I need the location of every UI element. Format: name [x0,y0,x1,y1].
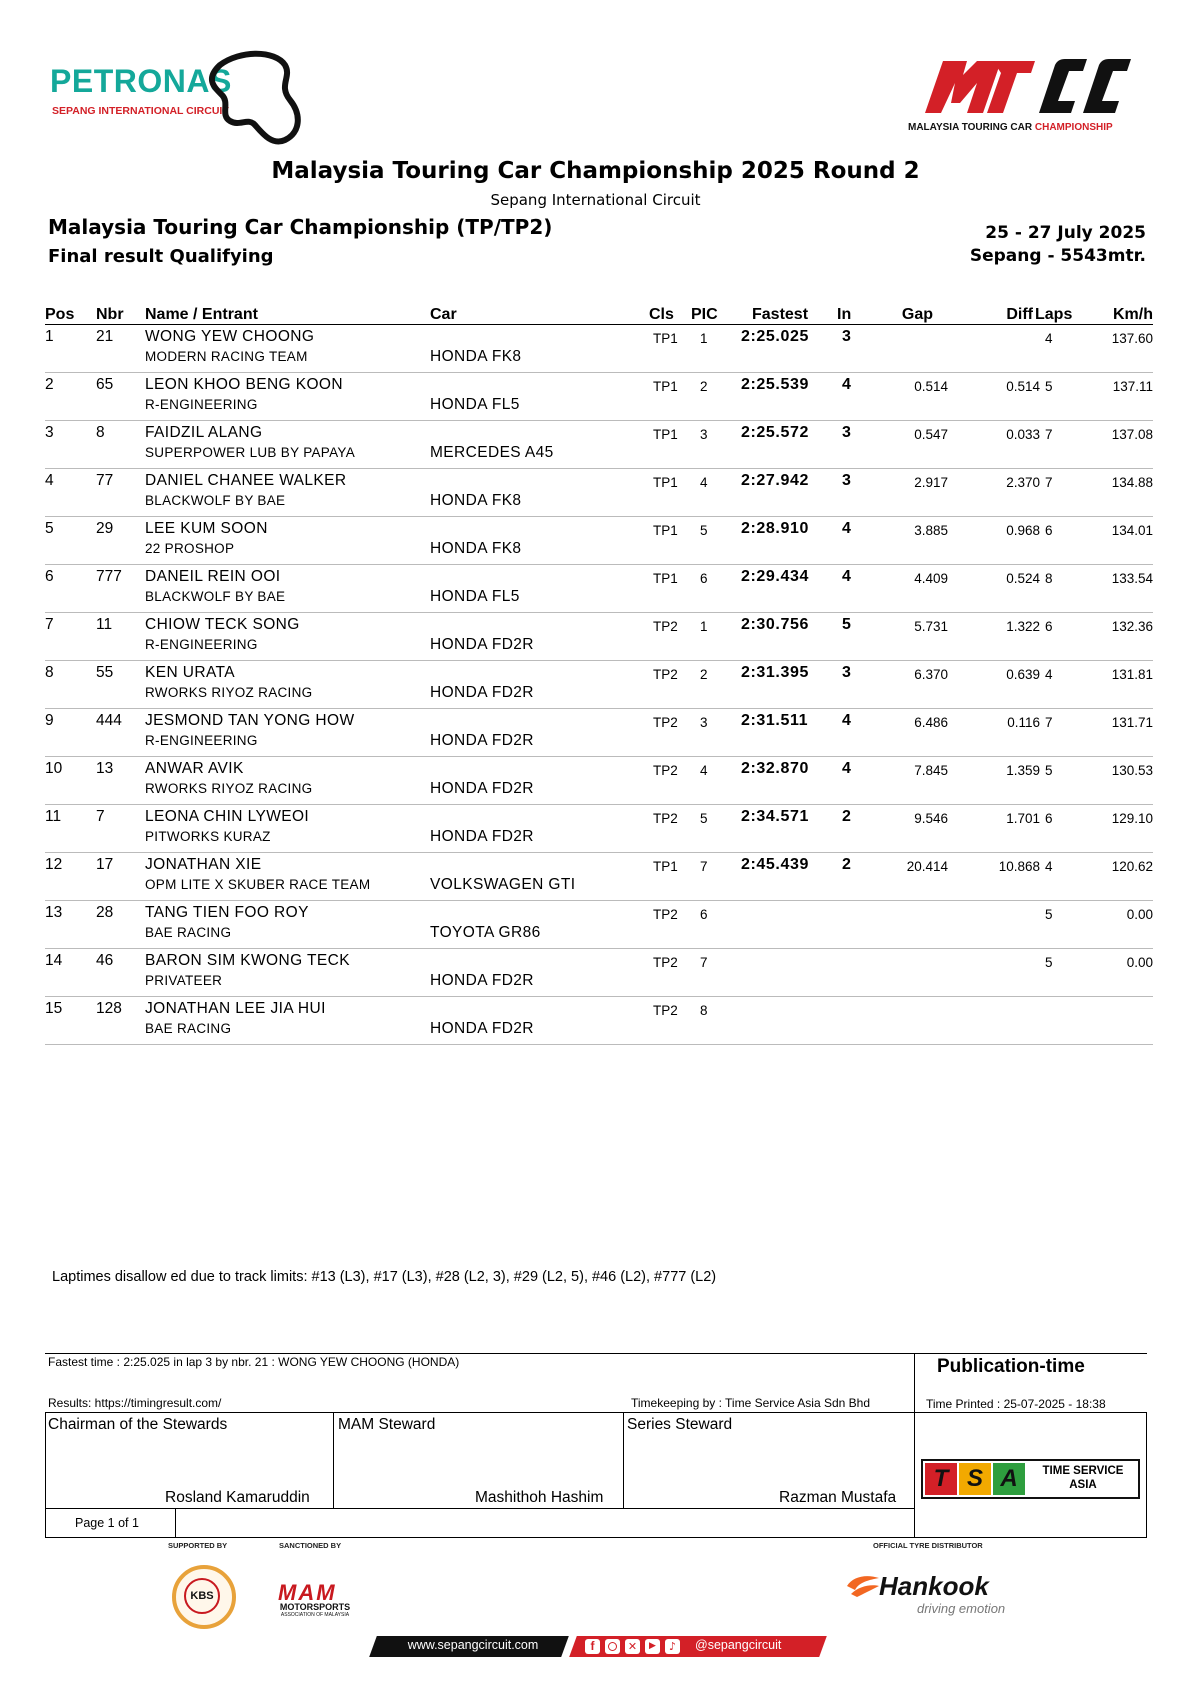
cell-fastest: 2:31.511 [741,712,809,729]
hankook-swirl-icon [845,1574,881,1598]
cell-diff: 1.359 [1006,763,1040,778]
cell-class: TP1 [653,523,678,538]
hankook-logo [845,1571,1035,1615]
cell-gap: 0.514 [914,379,948,394]
cell-pic: 5 [700,523,708,538]
petronas-sepang-logo [50,45,305,155]
cell-gap: 4.409 [914,571,948,586]
steward-divider-1 [333,1412,334,1509]
cell-class: TP2 [653,811,678,826]
cell-fastest: 2:30.756 [741,616,809,633]
cell-nbr: 128 [96,1000,122,1017]
cell-pos: 13 [45,904,63,921]
cell-gap: 7.845 [914,763,948,778]
table-body [45,325,1153,1045]
cell-driver-name: JESMOND TAN YONG HOW [145,712,355,729]
cell-pos: 15 [45,1000,63,1017]
cell-gap: 0.547 [914,427,948,442]
mtcc-logo-mark [905,55,1135,117]
mam-logo-sub-a: MOTORSPORTS [279,1602,351,1612]
cell-pos: 7 [45,616,54,633]
table-row [45,373,1153,421]
cell-driver-name: LEE KUM SOON [145,520,268,537]
mam-steward-name: Mashithoh Hashim [475,1489,604,1506]
cell-laps: 6 [1045,523,1053,538]
cell-car: HONDA FK8 [430,492,522,509]
cell-nbr: 46 [96,952,114,969]
cell-pos: 11 [45,808,62,825]
cell-entrant: MODERN RACING TEAM [145,349,308,364]
cell-laps: 7 [1045,475,1053,490]
cell-pos: 5 [45,520,54,537]
col-car: Car [430,306,457,323]
x-icon[interactable]: ✕ [625,1639,640,1654]
cell-car: HONDA FD2R [430,636,534,653]
tyre-distributor-label: OFFICIAL TYRE DISTRIBUTOR [873,1541,983,1550]
cell-pos: 4 [45,472,54,489]
cell-laps: 7 [1045,715,1053,730]
cell-in-lap: 5 [842,616,851,633]
cell-nbr: 55 [96,664,114,681]
cell-laps: 7 [1045,427,1053,442]
cell-pos: 3 [45,424,54,441]
cell-pic: 8 [700,1003,708,1018]
cell-entrant: PITWORKS KURAZ [145,829,271,844]
cell-nbr: 11 [96,616,113,633]
cell-kmh: 134.01 [1111,523,1153,538]
tsa-text-a: TIME SERVICE [1042,1465,1124,1477]
mam-logo-word: MAM [278,1580,337,1605]
cell-kmh: 131.71 [1111,715,1153,730]
cell-entrant: BAE RACING [145,1021,232,1036]
cell-car: HONDA FD2R [430,972,534,989]
mtcc-logo [905,55,1135,140]
series-steward-name: Razman Mustafa [779,1489,897,1506]
col-kmh: Km/h [1113,306,1153,323]
cell-car: MERCEDES A45 [430,444,554,461]
cell-pic: 3 [700,427,708,442]
col-in: In [837,306,852,323]
cell-pic: 5 [700,811,708,826]
tsa-letter-a: A [993,1463,1025,1495]
cell-car: HONDA FK8 [430,348,522,365]
cell-class: TP1 [653,427,678,442]
cell-kmh: 134.88 [1111,475,1153,490]
table-row [45,901,1153,949]
cell-gap: 6.486 [914,715,948,730]
results-url[interactable]: Results: https://timingresult.com/ [48,1396,222,1410]
cell-pic: 7 [700,859,708,874]
table-row [45,709,1153,757]
cell-fastest: 2:32.870 [741,760,809,777]
cell-entrant: R-ENGINEERING [145,397,258,412]
cell-pic: 4 [700,763,708,778]
cell-driver-name: FAIDZIL ALANG [145,424,263,441]
cell-diff: 0.033 [1006,427,1040,442]
cell-fastest: 2:31.395 [741,664,809,681]
cell-fastest: 2:25.025 [741,328,809,345]
hankook-word: Hankook [879,1571,989,1601]
hankook-tagline: driving emotion [917,1601,1006,1616]
cell-in-lap: 3 [842,472,851,489]
cell-pic: 3 [700,715,708,730]
cell-driver-name: ANWAR AVIK [145,760,244,777]
cell-kmh: 133.54 [1111,571,1153,586]
cell-nbr: 777 [96,568,122,585]
cell-entrant: BLACKWOLF BY BAE [145,493,286,508]
event-track: Sepang - 5543mtr. [969,246,1146,266]
cell-pos: 9 [45,712,54,729]
cell-entrant: BAE RACING [145,925,232,940]
mam-logo-sub-b: ASSOCIATION OF MALAYSIA [280,1612,350,1618]
cell-fastest: 2:25.539 [741,376,809,393]
track-limits-note: Laptimes disallow ed due to track limits: #13 (L3), #17 (L3), #28 (L2, 3), #29 (L2, 5), #46 (L2), #777 (L2) [52,1269,717,1285]
cell-pos: 12 [45,856,63,873]
table-row [45,853,1153,901]
page-divider [175,1508,176,1538]
tsa-text-b: ASIA [1069,1479,1097,1491]
tsa-letter-t: T [925,1463,957,1495]
sanctioned-by-label: SANCTIONED BY [279,1541,342,1550]
cell-car: HONDA FD2R [430,684,534,701]
kbs-logo-text: KBS [184,1578,220,1614]
mtcc-logo-sub [908,122,1113,133]
mtcc-sub-a: MALAYSIA TOURING CAR [908,122,1035,133]
tsa-letter-s: S [959,1463,991,1495]
cell-in-lap: 4 [842,376,851,393]
col-laps: Laps [1035,306,1073,323]
cell-driver-name: JONATHAN LEE JIA HUI [145,1000,326,1017]
table-header [45,304,1153,325]
cell-entrant: RWORKS RIYOZ RACING [145,685,313,700]
page-number: Page 1 of 1 [75,1516,139,1530]
cell-class: TP1 [653,331,678,346]
table-row [45,325,1153,373]
cell-gap: 5.731 [914,619,948,634]
footer-block [45,1353,1147,1538]
cell-fastest: 2:29.434 [741,568,809,585]
cell-fastest: 2:28.910 [741,520,809,537]
cell-driver-name: TANG TIEN FOO ROY [145,904,309,921]
cell-kmh: 137.08 [1111,427,1153,442]
table-row [45,757,1153,805]
cell-car: HONDA FD2R [430,828,534,845]
cell-laps: 5 [1045,955,1053,970]
cell-laps: 6 [1045,619,1053,634]
cell-in-lap: 2 [842,808,851,825]
cell-in-lap: 4 [842,712,851,729]
col-diff: Diff [1006,306,1033,323]
series-steward-label: Series Steward [627,1416,733,1433]
cell-fastest: 2:45.439 [741,856,809,873]
cell-class: TP2 [653,715,678,730]
cell-kmh: 131.81 [1111,667,1153,682]
cell-car: HONDA FD2R [430,732,534,749]
cell-gap: 3.885 [914,523,948,538]
cell-fastest: 2:27.942 [741,472,809,489]
cell-kmh: 137.60 [1111,331,1153,346]
series-title: Malaysia Touring Car Championship (TP/TP2) [48,215,553,239]
cell-gap: 9.546 [914,811,948,826]
cell-nbr: 77 [96,472,114,489]
col-nbr: Nbr [96,306,124,323]
chairman-name: Rosland Kamaruddin [165,1489,310,1506]
cell-pic: 7 [700,955,708,970]
mam-steward-label: MAM Steward [338,1416,436,1433]
steward-divider-2 [623,1412,624,1509]
cell-kmh: 132.36 [1111,619,1153,634]
cell-pos: 10 [45,760,63,777]
table-row [45,661,1153,709]
cell-in-lap: 4 [842,760,851,777]
website-link[interactable]: www.sepangcircuit.com [407,1638,539,1652]
cell-nbr: 65 [96,376,114,393]
cell-laps: 8 [1045,571,1053,586]
cell-pic: 2 [700,667,708,682]
col-gap: Gap [901,306,933,323]
cell-pic: 4 [700,475,708,490]
cell-driver-name: KEN URATA [145,664,236,681]
fastest-time-note: Fastest time : 2:25.025 in lap 3 by nbr. 21 : WONG YEW CHOONG (HONDA) [48,1355,460,1369]
cell-kmh: 120.62 [1111,859,1153,874]
cell-pos: 1 [45,328,54,345]
cell-entrant: R-ENGINEERING [145,637,258,652]
cell-driver-name: LEONA CHIN LYWEOI [145,808,310,825]
cell-pic: 1 [700,331,708,346]
cell-class: TP1 [653,571,678,586]
cell-entrant: PRIVATEER [145,973,223,988]
cell-diff: 0.524 [1006,571,1040,586]
cell-diff: 0.514 [1006,379,1040,394]
tsa-logo [921,1459,1140,1499]
cell-nbr: 21 [96,328,114,345]
cell-driver-name: CHIOW TECK SONG [145,616,300,633]
cell-gap: 20.414 [906,859,948,874]
cell-diff: 10.868 [998,859,1040,874]
table-row [45,421,1153,469]
petronas-logo-word: PETRONAS [50,63,232,99]
cell-diff: 2.370 [1006,475,1040,490]
cell-class: TP2 [653,907,678,922]
cell-kmh: 0.00 [1126,907,1153,922]
col-fastest: Fastest [752,306,809,323]
chairman-label: Chairman of the Stewards [48,1416,228,1433]
cell-class: TP2 [653,1003,678,1018]
cell-car: VOLKSWAGEN GTI [430,876,576,893]
cell-diff: 1.701 [1006,811,1040,826]
cell-pos: 2 [45,376,54,393]
cell-nbr: 17 [96,856,114,873]
cell-class: TP2 [653,955,678,970]
mtcc-sub-b: CHAMPIONSHIP [1034,122,1113,133]
col-pic: PIC [691,306,718,323]
tsa-text [1031,1464,1135,1492]
cell-car: HONDA FL5 [430,588,520,605]
cell-laps: 4 [1045,667,1053,682]
cell-class: TP1 [653,475,678,490]
cell-entrant: R-ENGINEERING [145,733,258,748]
cell-kmh: 0.00 [1126,955,1153,970]
cell-car: HONDA FL5 [430,396,520,413]
mam-logo [260,1580,370,1620]
cell-entrant: RWORKS RIYOZ RACING [145,781,313,796]
cell-laps: 6 [1045,811,1053,826]
cell-in-lap: 3 [842,328,851,345]
cell-entrant: 22 PROSHOP [145,541,235,556]
cell-car: HONDA FD2R [430,780,534,797]
cell-entrant: SUPERPOWER LUB BY PAPAYA [145,445,356,460]
cell-class: TP2 [653,763,678,778]
cell-car: HONDA FD2R [430,1020,534,1037]
cell-pos: 8 [45,664,54,681]
cell-entrant: OPM LITE X SKUBER RACE TEAM [145,877,371,892]
table-row [45,949,1153,997]
cell-in-lap: 3 [842,664,851,681]
cell-pic: 1 [700,619,708,634]
cell-diff: 0.639 [1006,667,1040,682]
session-title: Final result Qualifying [48,246,274,267]
table-row [45,469,1153,517]
cell-laps: 4 [1045,331,1053,346]
petronas-logo-sub: SEPANG INTERNATIONAL CIRCUIT [52,105,229,117]
cell-pic: 6 [700,907,708,922]
cell-pos: 6 [45,568,54,585]
cell-driver-name: BARON SIM KWONG TECK [145,952,350,969]
cell-pic: 6 [700,571,708,586]
cell-laps: 5 [1045,379,1053,394]
footer-top-rule [45,1353,1147,1354]
supported-by-label: SUPPORTED BY [168,1541,228,1550]
results-table [45,304,1153,1045]
cell-fastest: 2:25.572 [741,424,809,441]
tiktok-icon[interactable]: ♪ [665,1639,680,1654]
social-handle[interactable]: @sepangcircuit [695,1638,782,1652]
cell-class: TP2 [653,619,678,634]
cell-driver-name: LEON KHOO BENG KOON [145,376,343,393]
track-map-icon [200,45,310,155]
cell-nbr: 13 [96,760,114,777]
cell-nbr: 7 [96,808,105,825]
cell-laps: 5 [1045,763,1053,778]
col-pos: Pos [45,306,75,323]
cell-nbr: 28 [96,904,114,921]
steward-top-rule [45,1412,1147,1413]
cell-driver-name: DANIEL CHANEE WALKER [145,472,347,489]
cell-driver-name: WONG YEW CHOONG [145,328,315,345]
event-dates: 25 - 27 July 2025 [985,223,1146,243]
youtube-icon[interactable]: ▶ [645,1639,660,1654]
cell-nbr: 8 [96,424,105,441]
table-row [45,517,1153,565]
time-printed: Time Printed : 25-07-2025 - 18:38 [926,1397,1106,1411]
cell-gap: 6.370 [914,667,948,682]
col-cls: Cls [649,306,674,323]
cell-gap: 2.917 [914,475,948,490]
cell-nbr: 29 [96,520,114,537]
footer-bottom-rule [45,1537,1147,1538]
cell-in-lap: 2 [842,856,851,873]
cell-class: TP2 [653,667,678,682]
cell-kmh: 137.11 [1112,379,1153,394]
steward-right-rule [1146,1412,1147,1538]
cell-diff: 0.968 [1006,523,1040,538]
cell-diff: 1.322 [1006,619,1040,634]
cell-kmh: 130.53 [1111,763,1153,778]
footer-divider [914,1353,915,1538]
kbs-logo [172,1565,236,1629]
cell-class: TP1 [653,859,678,874]
facebook-icon[interactable]: f [585,1639,600,1654]
steward-left-rule [45,1412,46,1538]
table-row [45,997,1153,1045]
document-title: Malaysia Touring Car Championship 2025 Round 2 [271,158,920,184]
cell-laps: 4 [1045,859,1053,874]
cell-kmh: 129.10 [1111,811,1153,826]
table-row [45,613,1153,661]
timekeeping-note: Timekeeping by : Time Service Asia Sdn Bhd [631,1396,871,1410]
cell-driver-name: JONATHAN XIE [145,856,262,873]
cell-fastest: 2:34.571 [741,808,809,825]
cell-car: HONDA FK8 [430,540,522,557]
cell-entrant: BLACKWOLF BY BAE [145,589,286,604]
cell-diff: 0.116 [1007,715,1040,730]
table-row [45,805,1153,853]
col-name: Name / Entrant [145,306,258,323]
cell-in-lap: 3 [842,424,851,441]
publication-label: Publication-time [937,1356,1085,1377]
cell-in-lap: 4 [842,568,851,585]
cell-nbr: 444 [96,712,122,729]
cell-in-lap: 4 [842,520,851,537]
document-venue: Sepang International Circuit [490,191,701,209]
cell-pic: 2 [700,379,708,394]
instagram-icon[interactable] [605,1639,620,1654]
cell-laps: 5 [1045,907,1053,922]
social-icons [585,1639,680,1654]
table-row [45,565,1153,613]
cell-driver-name: DANEIL REIN OOI [145,568,281,585]
cell-car: TOYOTA GR86 [430,924,541,941]
cell-pos: 14 [45,952,63,969]
cell-class: TP1 [653,379,678,394]
